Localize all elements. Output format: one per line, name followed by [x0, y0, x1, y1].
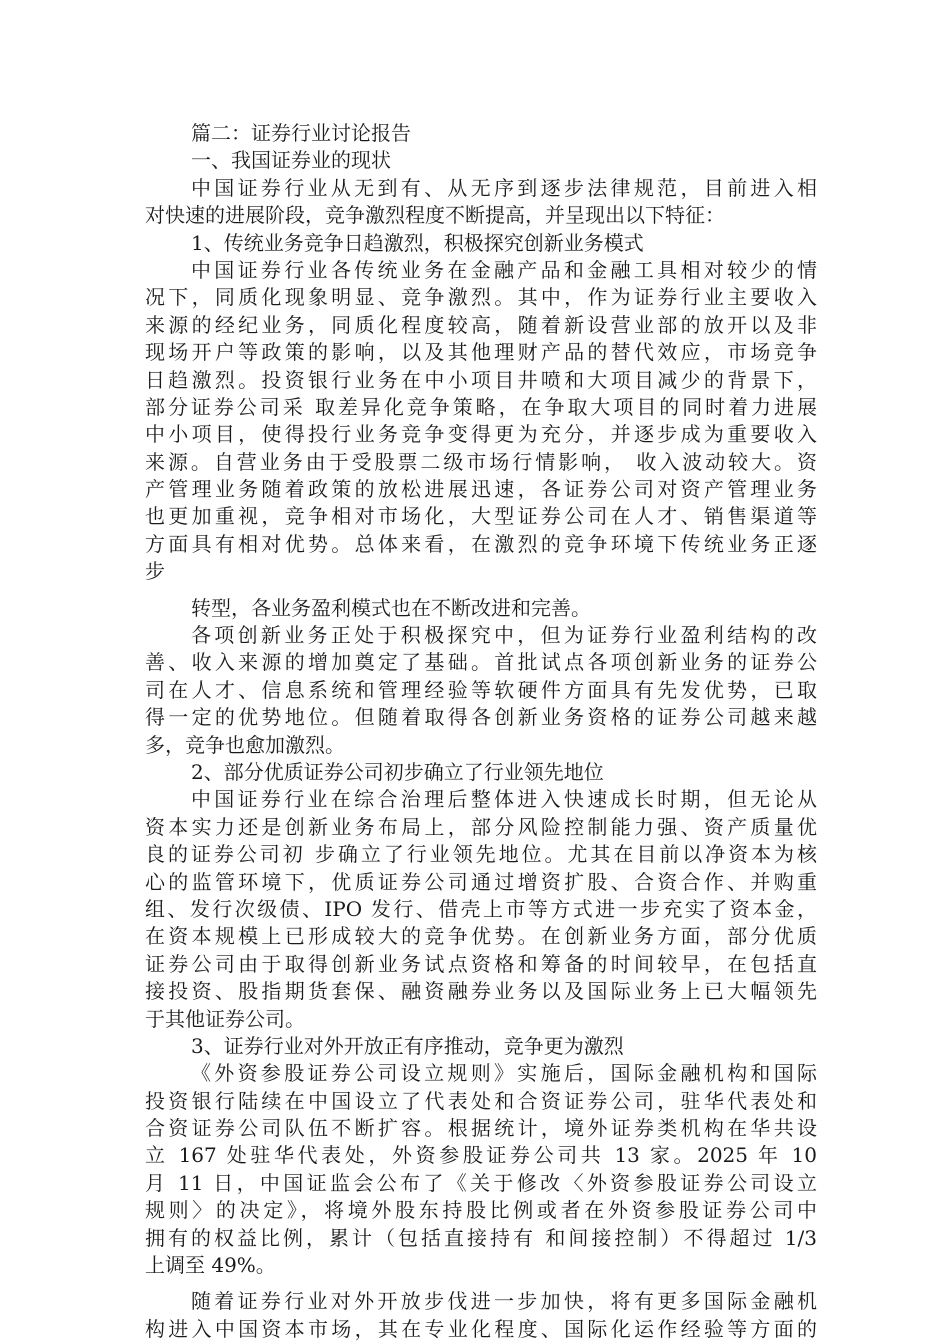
paragraph-line: 现场开户等政策的影响，以及其他理财产品的替代效应，市场竞争 [145, 340, 817, 365]
paragraph-line: 也更加重视，竞争相对市场化，大型证券公司在人才、销售渠道等 [145, 504, 817, 529]
paragraph-line: 立 167 处驻华代表处，外资参股证券公司共 13 家。2025 年 10 [145, 1143, 817, 1168]
paragraph-line: 于其他证券公司。 [145, 1006, 305, 1031]
section-heading: 一、我国证券业的现状 [191, 148, 391, 173]
paragraph-line: 资本实力还是创新业务布局上，部分风险控制能力强、资产质量优 [145, 814, 817, 839]
paragraph-line: 投资银行陆续在中国设立了代表处和合资证券公司，驻华代表处和 [145, 1088, 817, 1113]
paragraph-line: 构进入中国资本市场，其在专业化程度、国际化运作经验等方面的 [145, 1316, 817, 1341]
paragraph-line: 中国证券行业在综合治理后整体进入快速成长时期，但无论从 [191, 787, 817, 812]
paragraph-line: 心的监管环境下，优质证券公司通过增资扩股、合资合作、并购重 [145, 869, 817, 894]
paragraph-line: 合资证券公司队伍不断扩容。根据统计，境外证券类机构在华共设 [145, 1116, 817, 1141]
paragraph-line: 中国证券行业从无到有、从无序到逐步法律规范，目前进入相 [191, 175, 817, 200]
paragraph-line: 转型，各业务盈利模式也在不断改进和完善。 [191, 595, 591, 620]
document-title: 篇二：证券行业讨论报告 [191, 121, 411, 145]
paragraph-line: 中国证券行业各传统业务在金融产品和金融工具相对较少的情 [191, 257, 817, 282]
paragraph-line: 接投资、股指期货套保、融资融券业务以及国际业务上已大幅领先 [145, 979, 817, 1004]
paragraph-line: 司在人才、信息系统和管理经验等软硬件方面具有先发优势，已取 [145, 677, 817, 702]
subsection-heading: 1、传统业务竞争日趋激烈，积极探究创新业务模式 [191, 230, 644, 255]
paragraph-line: 上调至 49%。 [145, 1253, 276, 1278]
paragraph-line: 各项创新业务正处于积极探究中，但为证券行业盈利结构的改 [191, 623, 817, 648]
document-page [145, 120, 817, 1343]
paragraph-line: 多，竞争也愈加激烈。 [145, 732, 345, 757]
paragraph-line: 良的证券公司初 步确立了行业领先地位。尤其在目前以净资本为核 [145, 842, 817, 867]
paragraph-line: 来源的经纪业务，同质化程度较高，随着新设营业部的放开以及非 [145, 312, 817, 337]
paragraph-line: 步 [145, 559, 165, 584]
paragraph-line: 组、发行次级债、IPO 发行、借壳上市等方式进一步充实了资本金， [145, 896, 817, 921]
paragraph-line: 在资本规模上已形成较大的竞争优势。在创新业务方面，部分优质 [145, 924, 817, 949]
paragraph-line: 方面具有相对优势。总体来看，在激烈的竞争环境下传统业务正逐 [145, 531, 817, 556]
paragraph-line: 来源。自营业务由于受股票二级市场行情影响， 收入波动较大。资 [145, 449, 817, 474]
paragraph-line: 况下，同质化现象明显、竞争激烈。其中，作为证券行业主要收入 [145, 285, 817, 310]
paragraph-line: 规则〉的决定》，将境外股东持股比例或者在外资参股证券公司中 [145, 1198, 817, 1223]
paragraph-line: 《外资参股证券公司设立规则》实施后，国际金融机构和国际 [191, 1061, 817, 1086]
paragraph-line: 日趋激烈。投资银行业务在中小项目井喷和大项目减少的背景下， [145, 367, 817, 392]
subsection-heading: 3、证券行业对外开放正有序推动，竞争更为激烈 [191, 1033, 624, 1058]
paragraph-line: 中小项目，使得投行业务竞争变得更为充分，并逐步成为重要收入 [145, 422, 817, 447]
subsection-heading: 2、部分优质证券公司初步确立了行业领先地位 [191, 759, 604, 784]
paragraph-line: 随着证券行业对外开放步伐进一步加快，将有更多国际金融机 [191, 1289, 817, 1314]
paragraph-line: 月 11 日，中国证监会公布了《关于修改〈外资参股证券公司设立 [145, 1170, 817, 1195]
paragraph-line: 拥有的权益比例，累计（包括直接持有 和间接控制）不得超过 1/3 [145, 1225, 817, 1250]
paragraph-line: 产管理业务随着政策的放松进展迅速，各证券公司对资产管理业务 [145, 477, 817, 502]
paragraph-line: 部分证券公司采 取差异化竞争策略，在争取大项目的同时着力进展 [145, 394, 817, 419]
paragraph-line: 善、收入来源的增加奠定了基础。首批试点各项创新业务的证券公 [145, 650, 817, 675]
paragraph-line: 证券公司由于取得创新业务试点资格和筹备的时间较早，在包括直 [145, 951, 817, 976]
paragraph-line: 对快速的进展阶段，竞争激烈程度不断提高，并呈现出以下特征： [145, 203, 725, 228]
paragraph-line: 得一定的优势地位。但随着取得各创新业务资格的证券公司越来越 [145, 705, 817, 730]
